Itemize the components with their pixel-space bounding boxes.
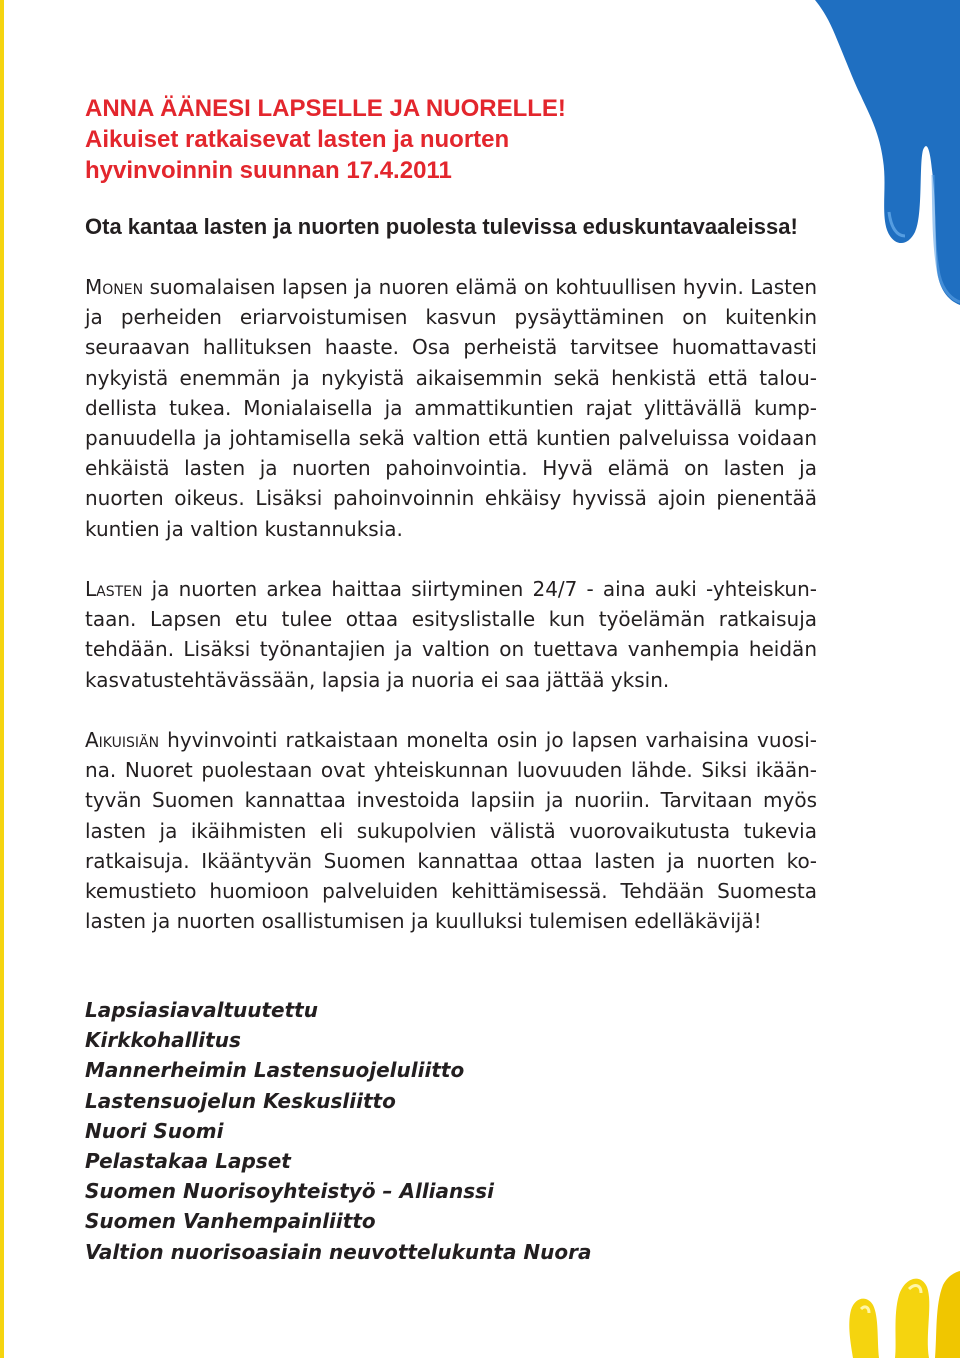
document-body	[85, 93, 817, 1264]
paragraph-3	[85, 725, 817, 936]
organization-item: Lastensuojelun Keskusliitto	[85, 1088, 396, 1113]
organization-item: Valtion nuorisoasiain neuvottelukunta Nuora	[85, 1239, 592, 1264]
organization-item: Suomen Nuorisoyhteistyö – Allianssi	[85, 1179, 494, 1204]
page-heading	[85, 93, 817, 186]
heading-line-2: Aikuiset ratkaisevat lasten ja nuorten	[85, 126, 510, 153]
paragraph-3-text: hyvinvointi ratkaistaan monelta osin jo lapsen varhaisina vuosina. Nuoret puolestaan ovat yhteiskunnan luovuuden lähde. Siksi ikääntyvän Suomen kannattaa investoida lapsiin ja nuoriin. Tarvitaan myös lasten ja ikäihmisten eli sukupolvien välistä vuorovaikutusta tukevia ratkaisuja. Ikääntyvän Suomen kannattaa ottaa lasten ja nuorten kokemustieto huomioon palveluiden kehittämisessä. Tehdään Suomesta lasten ja nuorten osallistumisen ja kuulluksi tulemisen edelläkävijä!	[85, 728, 817, 934]
heading-line-1: ANNA ÄÄNESI LAPSELLE JA NUORELLE!	[85, 95, 566, 122]
paragraph-2	[85, 574, 817, 695]
organization-item: Suomen Vanhempainliitto	[85, 1209, 376, 1234]
paragraph-1-text: suomalaisen lapsen ja nuoren elämä on kohtuullisen hyvin. Lasten ja perheiden eriarvoistumisen kasvun pysäyttäminen on kuitenkin seuraavan hallituksen haaste. Osa perheistä tarvitsee huomattavasti nykyistä enemmän ja nykyistä aikaisemmin sekä henkistä että taloudellista tukea. Monialaisella ja ammattikuntien rajat ylittävällä kumppanuudella ja johtamisella sekä valtion että kuntien palveluissa voidaan ehkäistä lasten ja nuorten pahoinvointia. Hyvä elämä on lasten ja nuorten oikeus. Lisäksi pahoinvoinnin ehkäisy hyvissä ajoin pienentää kuntien ja valtion kustannuksia.	[85, 275, 817, 541]
paragraph-2-text: ja nuorten arkea haittaa siirtyminen 24/7 - aina auki -yhteiskuntaan. Lapsen etu tulee ottaa esityslistalle kun työelämän ratkaisuja tehdään. Lisäksi työnantajien ja valtion on tuettava vanhempia heidän kasvatustehtävässään, lapsia ja nuoria ei saa jättää yksin.	[85, 577, 817, 692]
paragraph-1	[85, 272, 817, 544]
yellow-paint-edge	[0, 0, 4, 1358]
heading-line-3: hyvinvoinnin suunnan 17.4.2011	[85, 157, 452, 184]
organization-item: Kirkkohallitus	[85, 1028, 241, 1053]
paragraph-1-lead-word: Monen	[85, 275, 144, 299]
organization-list	[85, 995, 592, 1267]
organization-item: Mannerheimin Lastensuojeluliitto	[85, 1058, 465, 1083]
organization-item: Pelastakaa Lapset	[85, 1149, 291, 1174]
paragraph-2-lead-word: Lasten	[85, 577, 143, 601]
lead-sentence: Ota kantaa lasten ja nuorten puolesta tulevissa eduskuntavaaleissa!	[85, 214, 798, 239]
blue-paint-drip	[815, 0, 960, 305]
yellow-paint-drip	[825, 1265, 960, 1358]
paragraph-3-lead-word: Aikuisiän	[85, 728, 160, 752]
organization-item: Lapsiasiavaltuutettu	[85, 998, 318, 1022]
organization-item: Nuori Suomi	[85, 1118, 224, 1143]
